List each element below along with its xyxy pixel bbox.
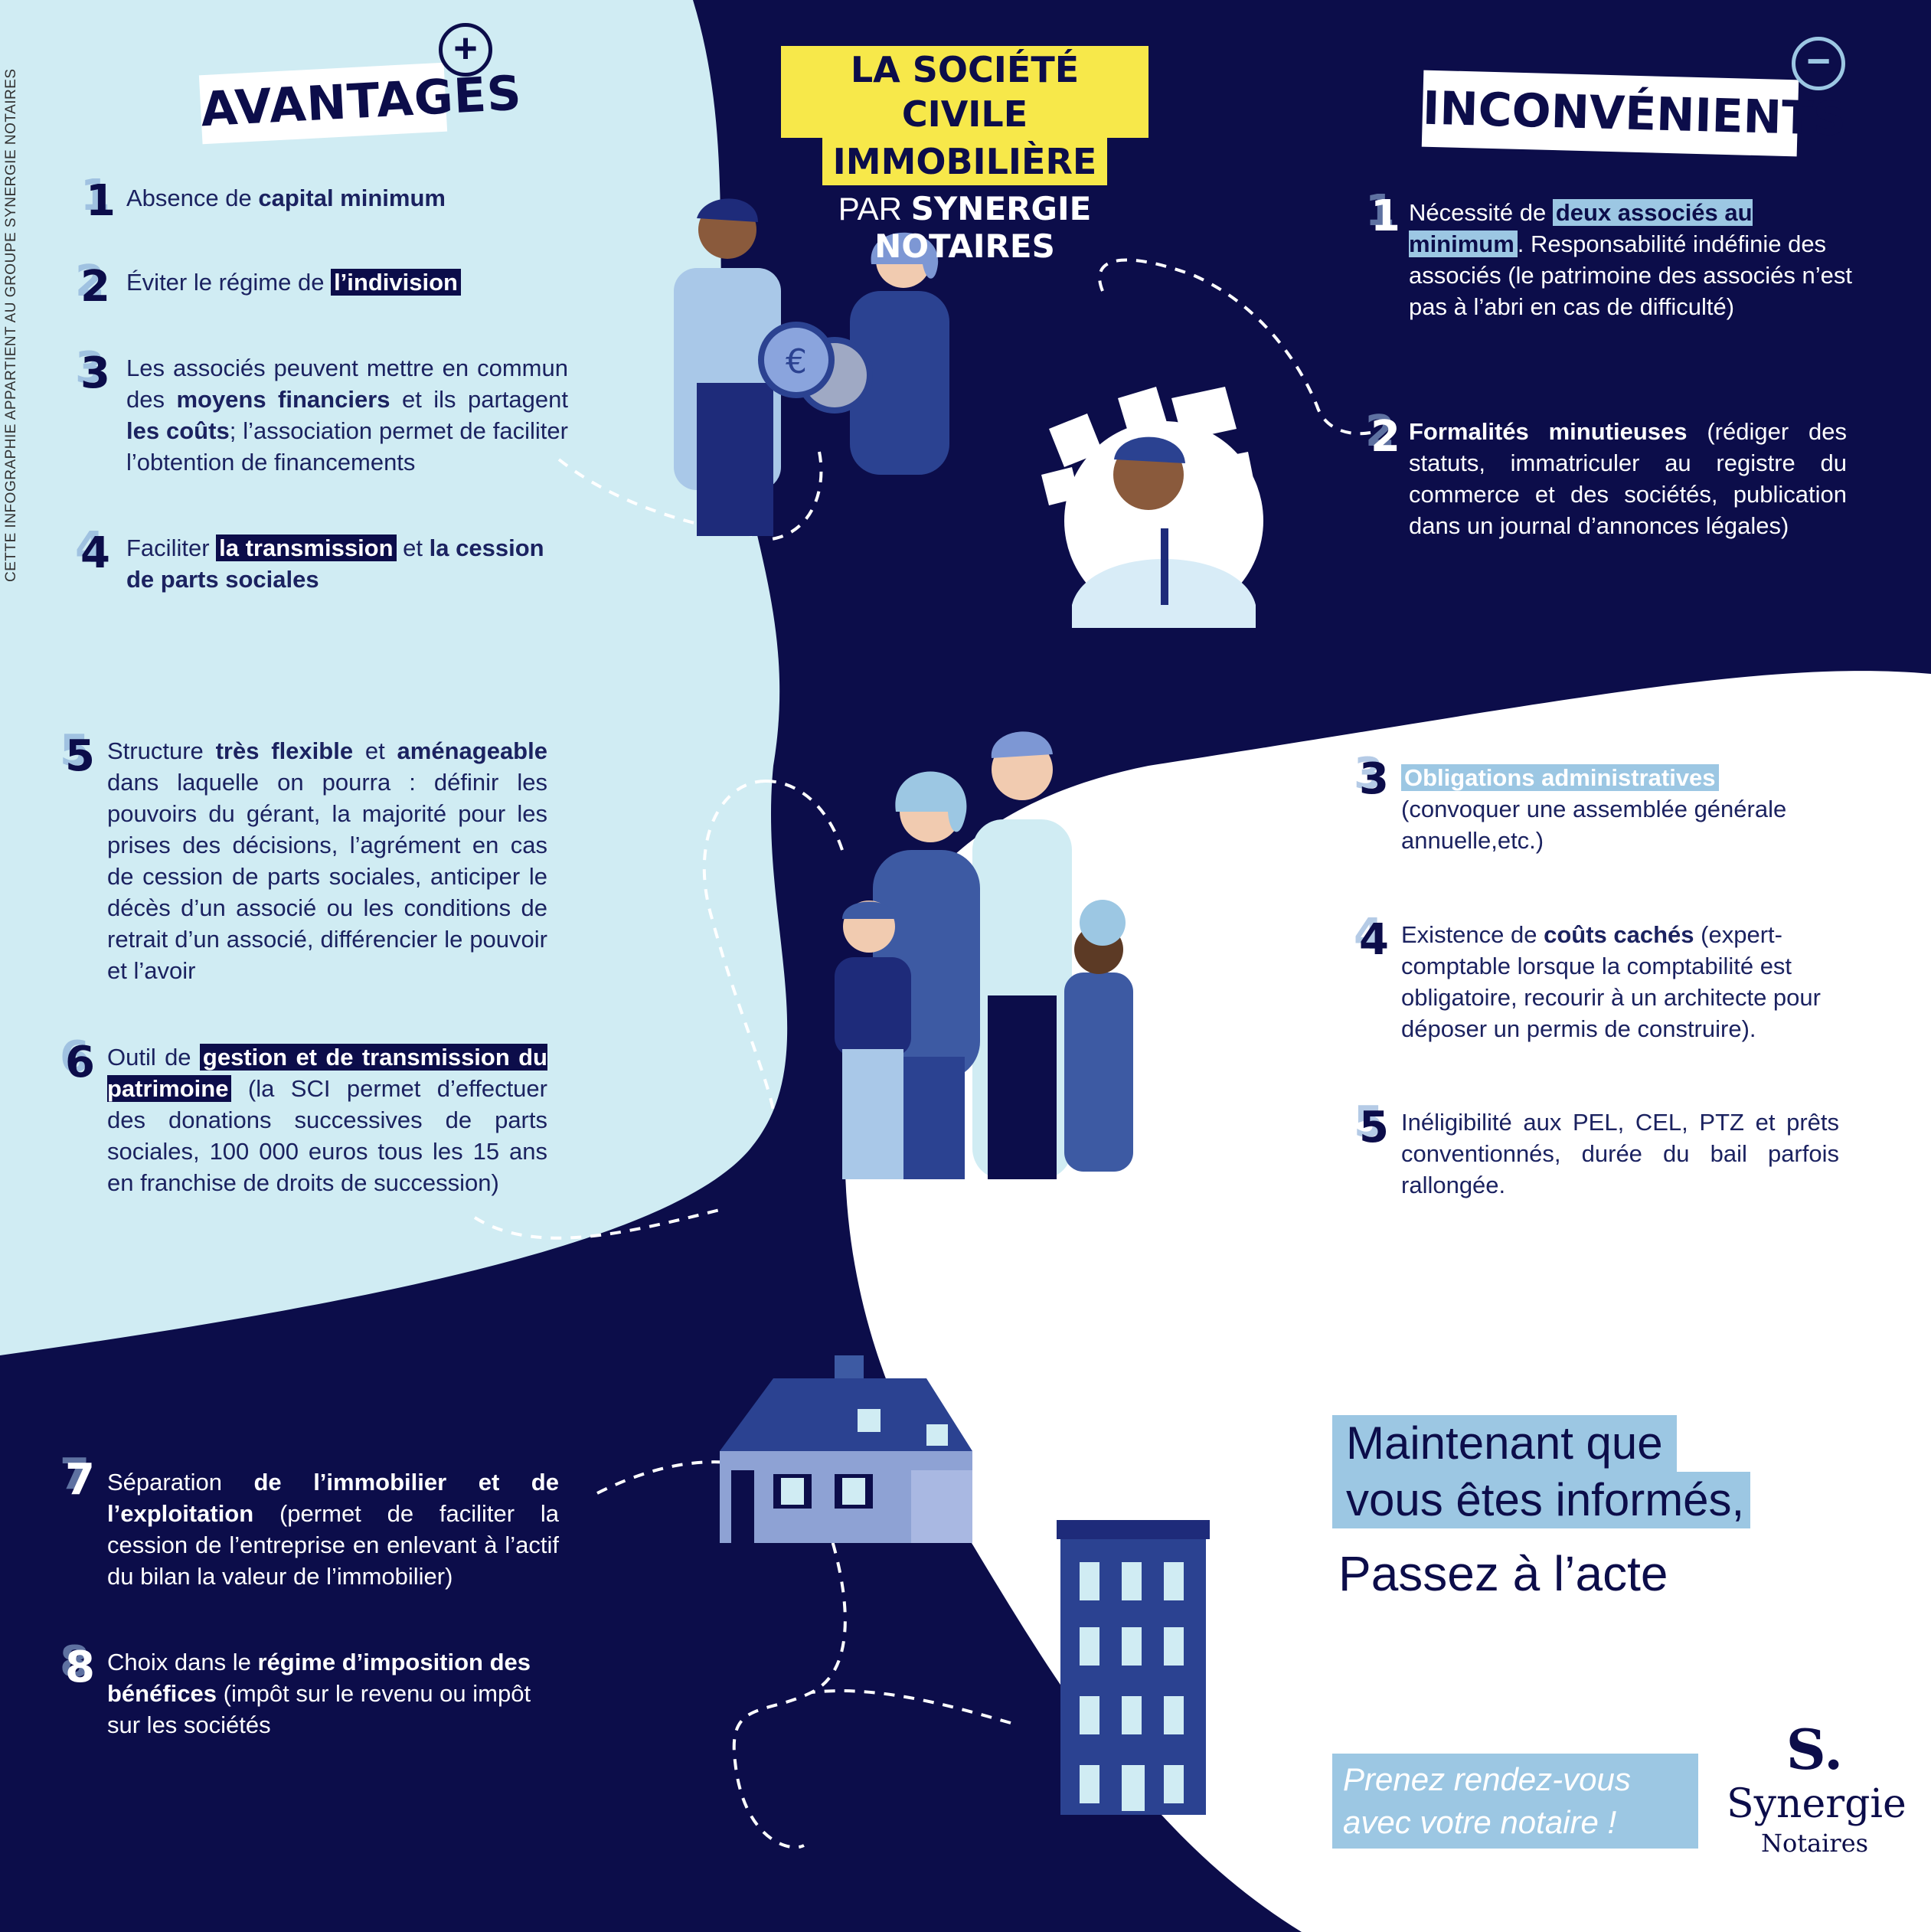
cta-line3: Passez à l’acte (1338, 1546, 1668, 1601)
logo-mark: S. (1786, 1717, 1844, 1782)
logo-sub: Notaires (1760, 1829, 1869, 1858)
adv-num-6: 6 (65, 1038, 95, 1087)
adv-item-3: Les associés peuvent mettre en commun des moyens financiers et ils partagent les coûts; l’association permet de faciliter l’obtention de financements (126, 355, 568, 476)
main-title (781, 46, 1148, 265)
advantages-title-box (199, 63, 524, 145)
adv-item-6: Outil de gestion et de transmission du patrimoine (la SCI permet d’effectuer des donations successives de parts sociales, 100 000 euros tous les 15 ans en franchise de droits de succession) (107, 1044, 547, 1196)
adv-num-7: 7 (65, 1455, 95, 1505)
adv-num-2: 2 (80, 262, 110, 312)
logo-name: Synergie (1727, 1781, 1906, 1827)
minus-symbol: − (1806, 38, 1831, 84)
dis-item-1: Nécessité de deux associés au minimum . Responsabilité indéfinie des associés (le patrimoine des associés n’est pas à l’abri en cas de difficulté) (1409, 199, 1852, 320)
plus-symbol: + (453, 25, 478, 71)
title-line1: LA SOCIÉTÉ CIVILE (850, 49, 1080, 135)
adv-item-2: Éviter le régime de l’indivision (126, 266, 586, 298)
dis-num-1: 1 (1371, 191, 1400, 241)
appointment-line1: Prenez rendez-vous (1343, 1761, 1631, 1797)
adv-item-1: Absence de capital minimum (126, 185, 446, 211)
adv-num-5: 5 (65, 731, 95, 781)
appointment-line2: avec votre notaire ! (1343, 1804, 1617, 1840)
advantages-title: AVANTAGES (199, 64, 524, 138)
dis-num-2: 2 (1371, 412, 1400, 462)
copyright-note: CETTE INFOGRAPHIE APPARTIENT AU GROUPE SYNERGIE NOTAIRES (3, 68, 19, 582)
plus-icon (439, 23, 492, 77)
synergie-logo (1727, 1717, 1906, 1858)
dis-num-3: 3 (1359, 754, 1389, 804)
appointment-box[interactable] (1332, 1754, 1698, 1849)
adv-num-1: 1 (86, 176, 116, 226)
dis-item-3: Obligations administratives (convoquer une assemblée générale annuelle,etc.) (1401, 764, 1787, 854)
adv-item-8: Choix dans le régime d’imposition des bénéfices (impôt sur le revenu ou impôt sur les sociétés (107, 1649, 531, 1738)
adv-num-8: 8 (65, 1643, 95, 1692)
cta-line2: vous êtes informés, (1346, 1474, 1745, 1525)
dis-num-5: 5 (1359, 1103, 1389, 1152)
dis-item-2: Formalités minutieuses (rédiger des statuts, immatriculer au registre du commerce et des sociétés, publication dans un journal d’annonces légales) (1409, 418, 1847, 539)
dis-item-4: Existence de coûts cachés (expert-comptable lorsque la comptabilité est obligatoire, recourir à un architecte pour déposer un permis de construire). (1401, 921, 1821, 1042)
dis-item-5: Inéligibilité aux PEL, CEL, PTZ et prêts conventionnés, durée du bail parfois rallongée. (1401, 1109, 1839, 1198)
adv-num-4: 4 (80, 528, 110, 578)
adv-item-4: Faciliter la transmission et la cession de parts sociales (126, 534, 544, 593)
adv-num-3: 3 (80, 348, 110, 398)
minus-icon (1792, 37, 1845, 90)
building-illustration (1057, 1520, 1210, 1815)
title-line2: IMMOBILIÈRE (832, 141, 1097, 182)
adv-item-7: Séparation de l’immobilier et de l’exploitation (permet de faciliter la cession de l’entreprise en enlevant à l’actif du bilan la valeur de l’immobilier) (107, 1469, 559, 1590)
cta-block (1332, 1415, 1868, 1602)
adv-item-5: Structure très flexible et aménageable dans laquelle on pourra : définir les pouvoirs du gérant, la majorité pour les prises des décisions, l’agrément en cas de cession de parts sociales, anticiper le décès d’un associé ou les conditions de retrait d’un associé, différencier le pouvoir et l’avoir (107, 737, 547, 984)
disadvantages-title-box (1422, 70, 1847, 157)
dis-num-4: 4 (1359, 915, 1389, 965)
by-name: SYNERGIE NOTAIRES (874, 190, 1092, 265)
by-prefix: PAR (838, 191, 902, 227)
cta-line1: Maintenant que (1346, 1417, 1663, 1469)
svg-text:€: € (786, 342, 807, 381)
disadvantages-title: INCONVÉNIENTS (1422, 81, 1847, 147)
